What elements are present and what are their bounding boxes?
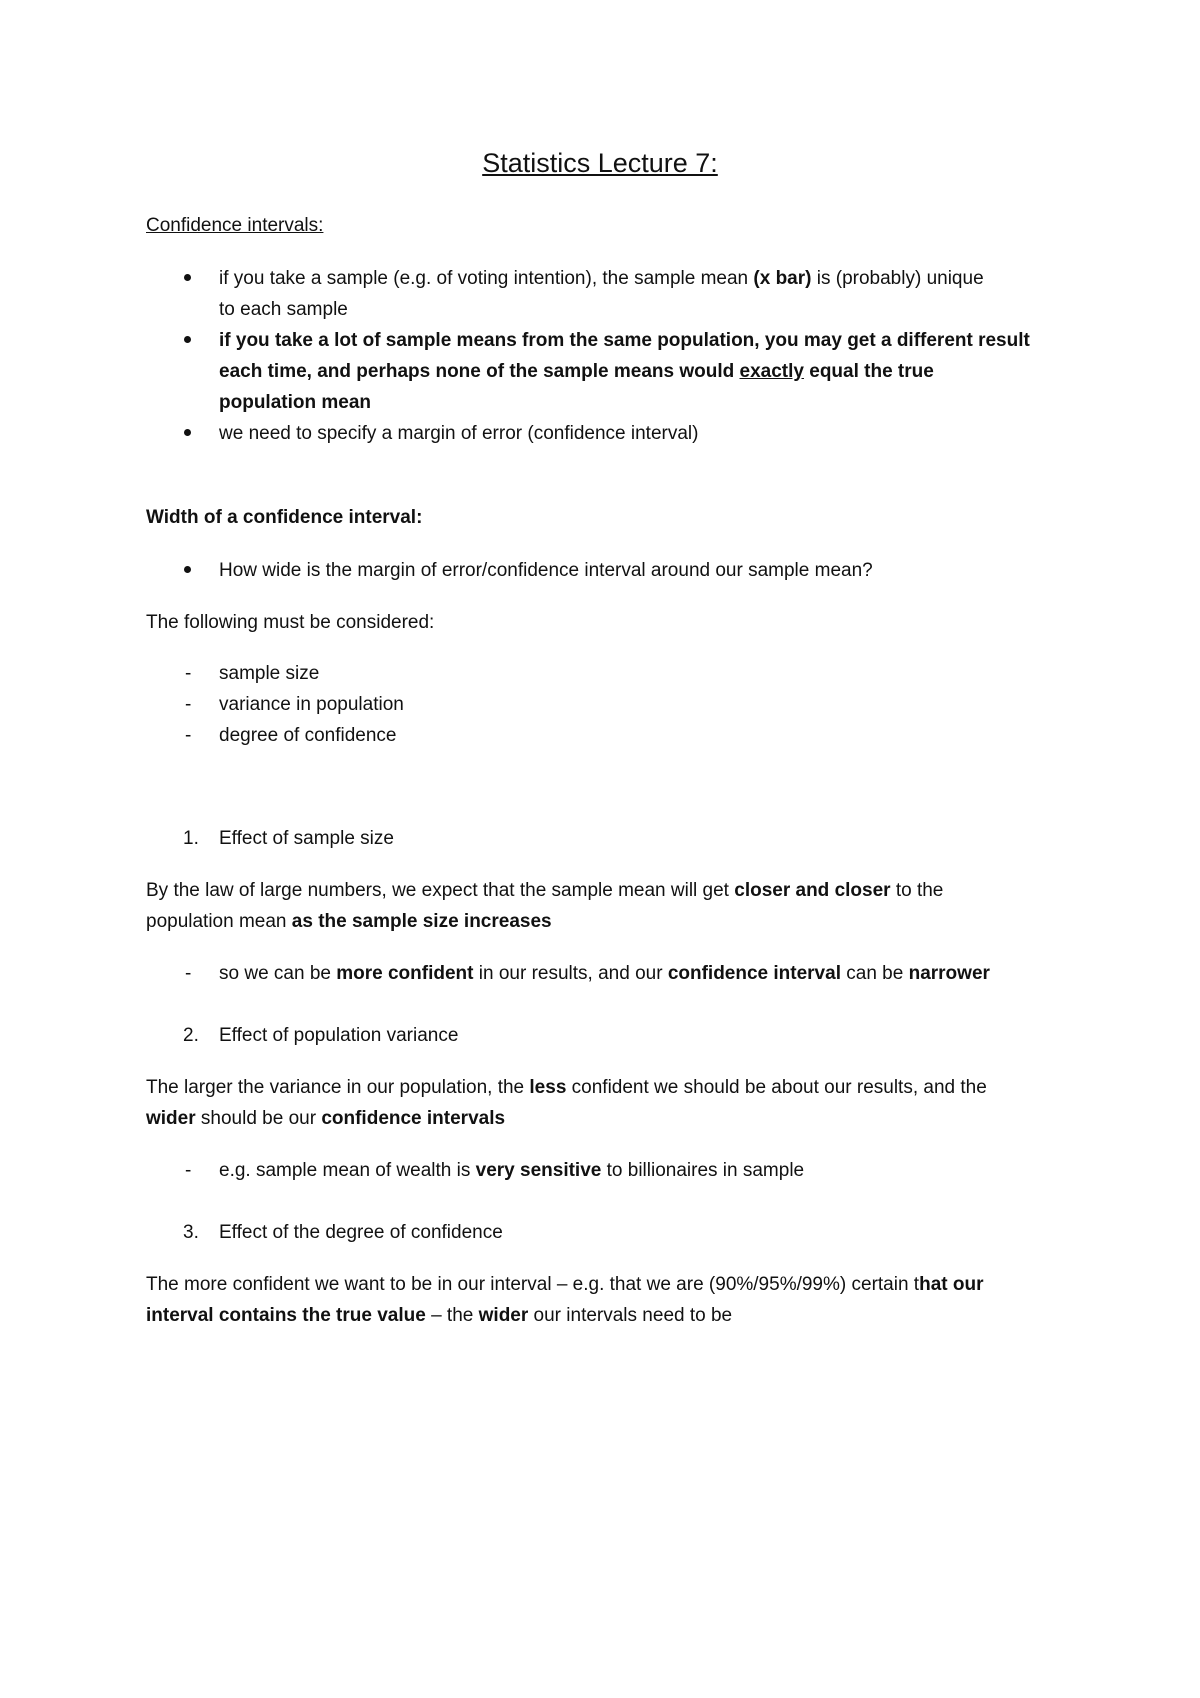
consideration-item: degree of confidence [219, 725, 397, 746]
text: – the [425, 1305, 479, 1326]
bold-text: interval contains the true value [146, 1305, 426, 1326]
bullet2-line3: population mean [219, 392, 371, 413]
following-text: The following must be considered: [146, 612, 435, 633]
bullet2-line2 [219, 360, 934, 384]
bold-text: very sensitive [475, 1160, 602, 1181]
bullet-icon [184, 274, 191, 281]
text: so we can be [219, 963, 337, 984]
bold-text: narrower [908, 963, 990, 984]
bullet-icon [184, 336, 191, 343]
section1-dash-item [219, 962, 990, 986]
section-number: 2. [183, 1025, 199, 1046]
section1-paragraph-line2 [146, 910, 552, 934]
section-number: 1. [183, 828, 199, 849]
text: equal the true [803, 361, 934, 382]
text: By the law of large numbers, we expect that the sample mean will get [146, 880, 735, 901]
bullet-icon [184, 566, 191, 573]
bold-text: confidence interval [667, 963, 841, 984]
bullet1-line2: to each sample [219, 299, 348, 320]
section3-heading: Effect of the degree of confidence [219, 1222, 503, 1243]
section2-heading: Effect of population variance [219, 1025, 459, 1046]
bold-text: wider [478, 1305, 529, 1326]
text: to the [890, 880, 944, 901]
section3-paragraph-line1 [146, 1273, 983, 1297]
text: in our results, and our [473, 963, 668, 984]
dash-marker: - [185, 725, 192, 746]
consideration-item: sample size [219, 663, 320, 684]
text: if you take a sample (e.g. of voting intention), the sample mean [219, 268, 754, 289]
bold-text: more confident [336, 963, 474, 984]
text: population mean [146, 911, 292, 932]
text: our intervals need to be [528, 1305, 733, 1326]
dash-marker: - [185, 1160, 192, 1181]
text: e.g. sample mean of wealth is [219, 1160, 476, 1181]
text: is (probably) unique [811, 268, 984, 289]
bold-text: as the sample size increases [291, 911, 552, 932]
text: confident we should be about our results, and the [566, 1077, 987, 1098]
bold-text: hat our [919, 1274, 984, 1295]
section1-heading: Effect of sample size [219, 828, 394, 849]
dash-marker: - [185, 963, 192, 984]
consideration-item: variance in population [219, 694, 404, 715]
bold-text: confidence intervals [321, 1108, 506, 1129]
section2-paragraph-line1 [146, 1076, 987, 1100]
bold-text: (x bar) [753, 268, 812, 289]
bold-text: closer and closer [734, 880, 891, 901]
bullet3-line1: we need to specify a margin of error (confidence interval) [219, 423, 699, 444]
text: The larger the variance in our population, the [146, 1077, 530, 1098]
section-number: 3. [183, 1222, 199, 1243]
text: The more confident we want to be in our interval – e.g. that we are (90%/95%/99%) certain t [146, 1274, 920, 1295]
bold-text: wider [146, 1108, 196, 1129]
bullet-icon [184, 429, 191, 436]
text: to billionaires in sample [601, 1160, 805, 1181]
dash-marker: - [185, 663, 192, 684]
text: can be [840, 963, 909, 984]
bullet2-line1: if you take a lot of sample means from the same population, you may get a different result [219, 330, 1030, 351]
width-bullet: How wide is the margin of error/confidence interval around our sample mean? [219, 560, 873, 581]
text: should be our [195, 1108, 322, 1129]
width-heading: Width of a confidence interval: [146, 507, 423, 528]
bold-text: less [529, 1077, 567, 1098]
page-title: Statistics Lecture 7: [482, 148, 718, 178]
underlined-text: exactly [739, 361, 804, 382]
section3-paragraph-line2 [146, 1304, 732, 1328]
section2-paragraph-line2 [146, 1107, 505, 1131]
bullet1-line1 [219, 267, 984, 291]
text: each time, and perhaps none of the sample means would [219, 361, 740, 382]
section1-paragraph-line1 [146, 879, 943, 903]
section2-dash-item [219, 1159, 804, 1183]
confidence-intervals-heading: Confidence intervals: [146, 215, 324, 236]
dash-marker: - [185, 694, 192, 715]
